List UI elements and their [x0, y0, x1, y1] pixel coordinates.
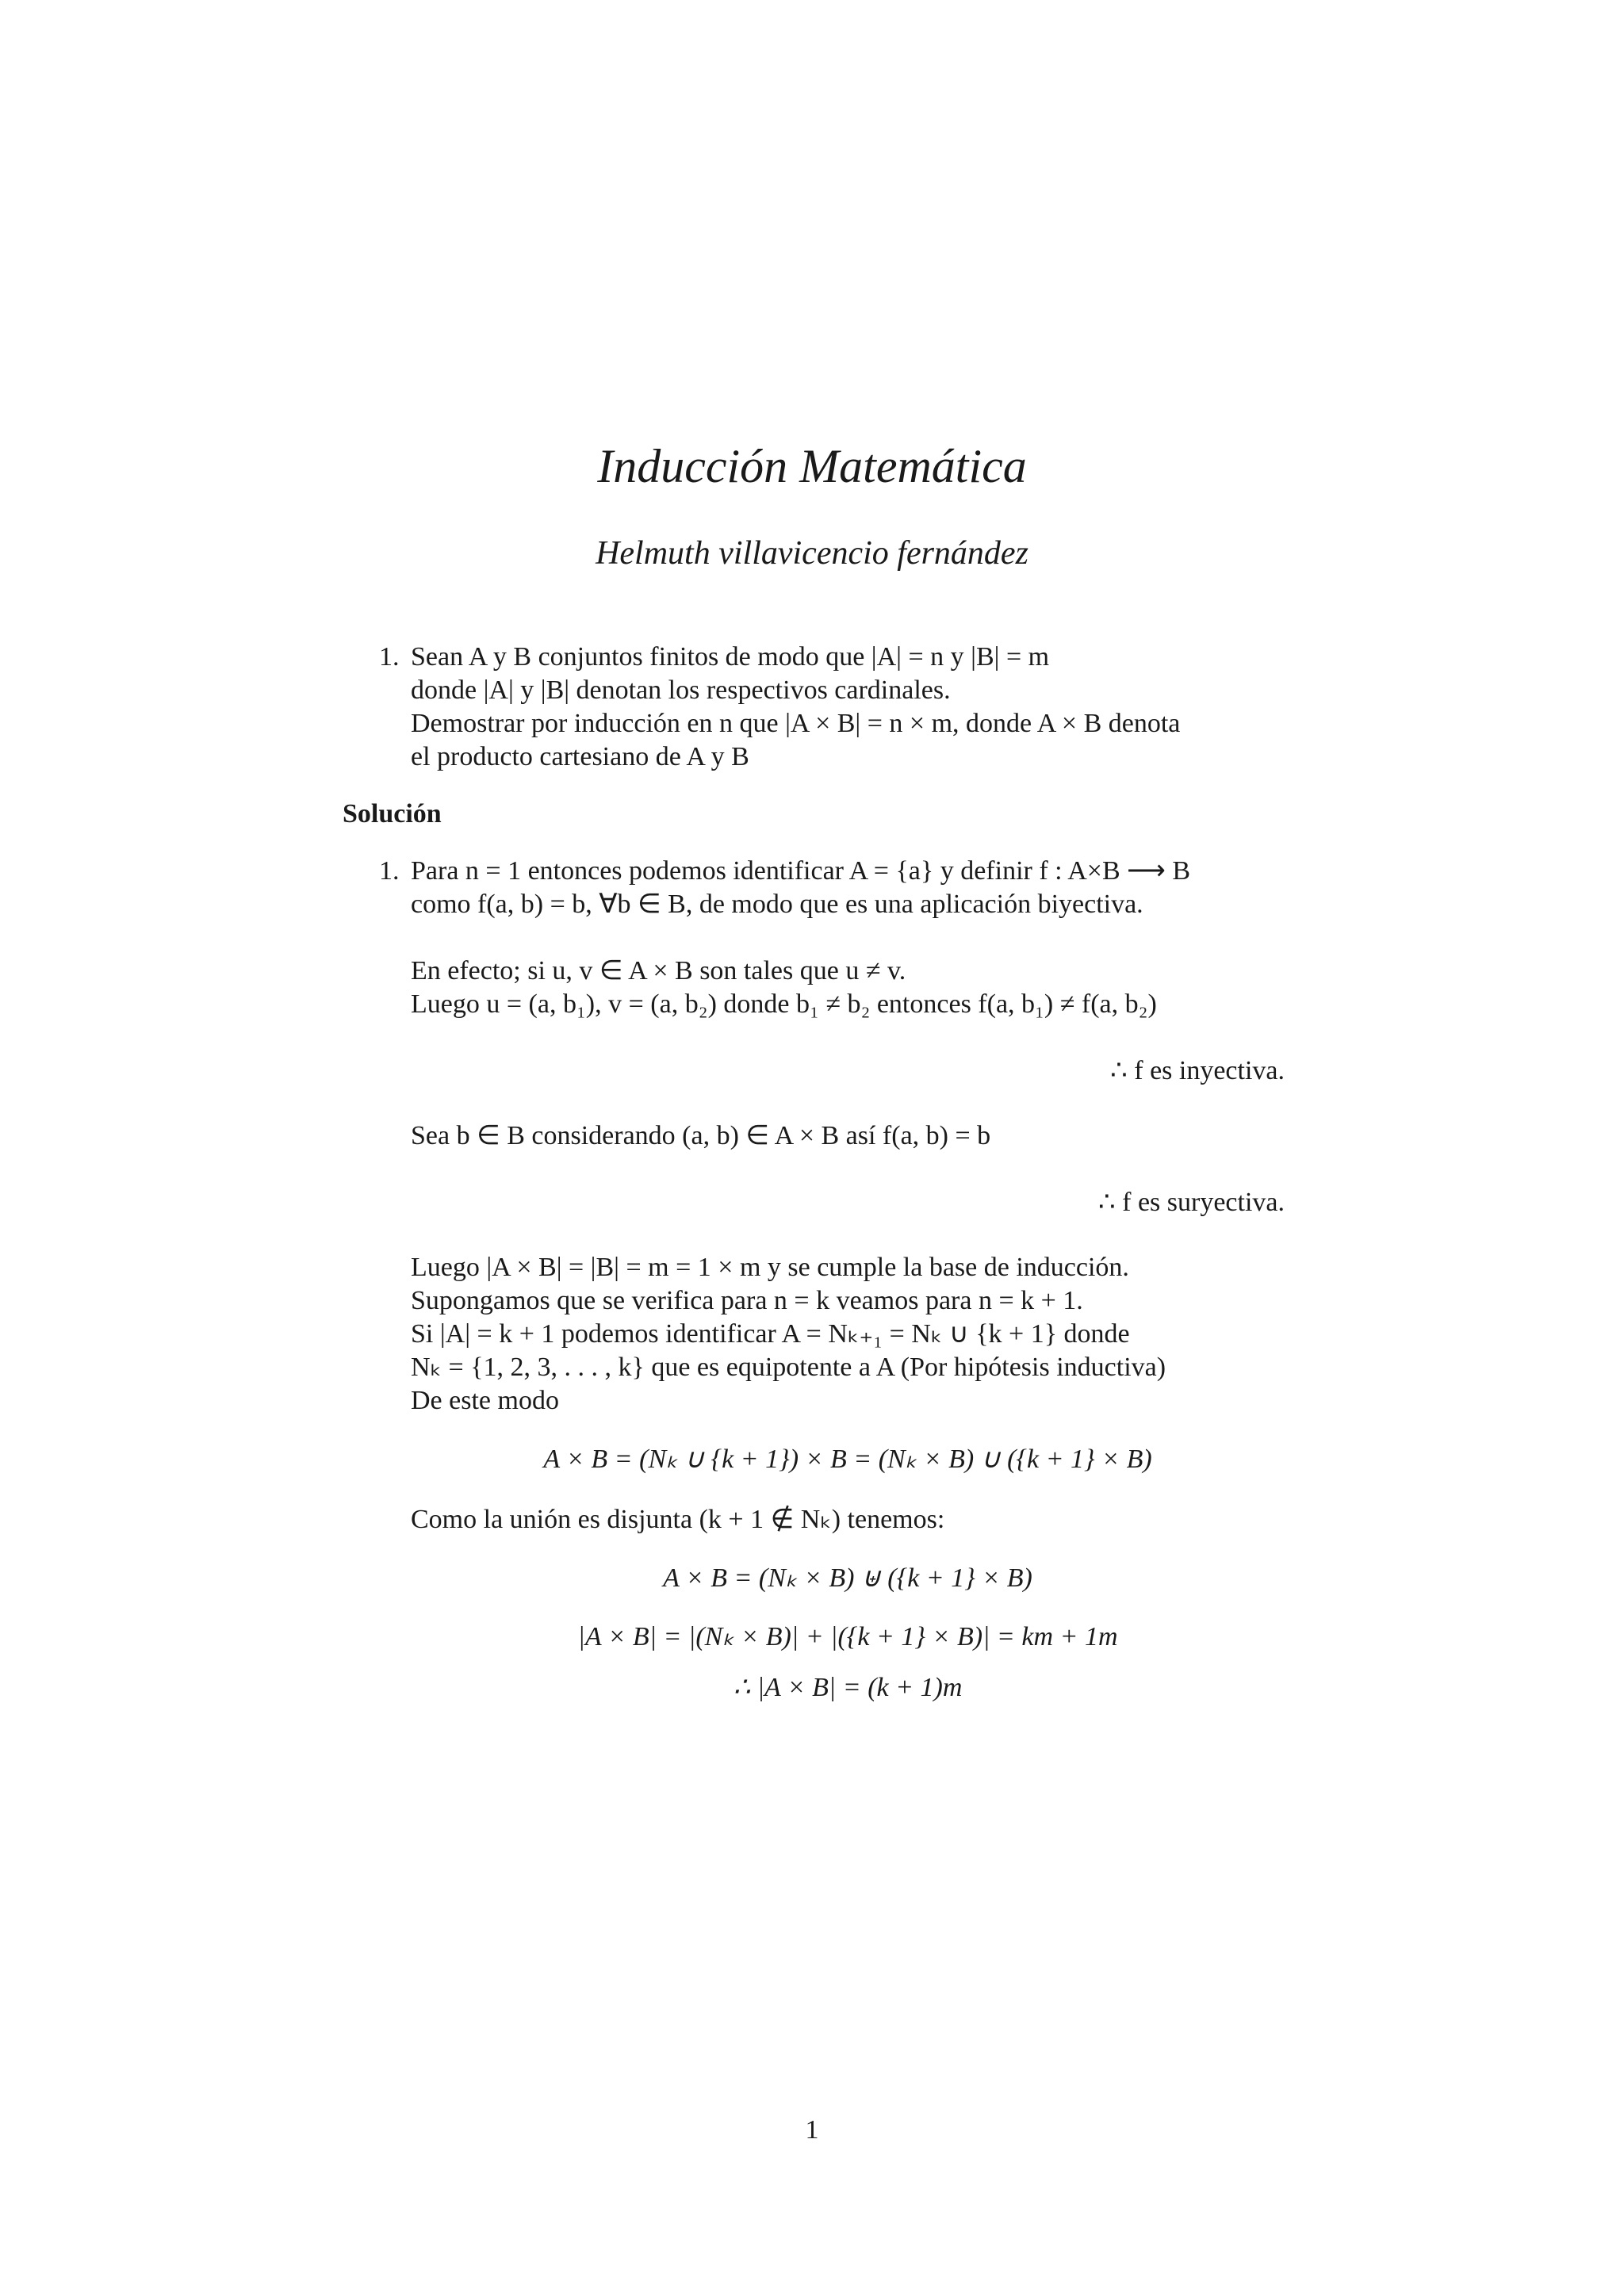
equation-1: A × B = (Nₖ ∪ {k + 1}) × B = (Nₖ × B) ∪ ({k + 1} × B): [543, 1445, 1152, 1474]
problem-line-4: el producto cartesiano de A y B: [411, 742, 749, 771]
injective-conclusion: ∴ f es inyectiva.: [1110, 1056, 1285, 1085]
solution-line-10: De este modo: [411, 1386, 559, 1415]
document-author: Helmuth villavicencio fernández: [596, 535, 1028, 572]
problem-line-1: Sean A y B conjuntos finitos de modo que |A| = n y |B| = m: [411, 642, 1050, 672]
page-number: 1: [805, 2115, 819, 2145]
surjective-conclusion: ∴ f es suryectiva.: [1098, 1188, 1285, 1217]
solution-line-7: Supongamos que se verifica para n = k veamos para n = k + 1.: [411, 1286, 1083, 1315]
document-title: Inducción Matemática: [597, 440, 1027, 492]
solution-heading: Solución: [343, 799, 442, 828]
equation-4: ∴ |A × B| = (k + 1)m: [733, 1673, 963, 1702]
solution-line-4: Luego u = (a, b₁), v = (a, b₂) donde b₁ ≠ b₂ entonces f(a, b₁) ≠ f(a, b₂): [411, 989, 1157, 1019]
equation-2: A × B = (Nₖ × B) ⊎ ({k + 1} × B): [663, 1563, 1032, 1593]
solution-line-6: Luego |A × B| = |B| = m = 1 × m y se cumple la base de inducción.: [411, 1253, 1129, 1282]
solution-line-8: Si |A| = k + 1 podemos identificar A = Nₖ₊₁ = Nₖ ∪ {k + 1} donde: [411, 1319, 1130, 1349]
solution-line-5: Sea b ∈ B considerando (a, b) ∈ A × B así f(a, b) = b: [411, 1121, 991, 1150]
solution-line-1: Para n = 1 entonces podemos identificar A = {a} y definir f : A×B ⟶ B: [411, 856, 1191, 886]
solution-line-9: Nₖ = {1, 2, 3, . . . , k} que es equipotente a A (Por hipótesis inductiva): [411, 1353, 1166, 1382]
problem-number: 1.: [379, 642, 400, 672]
solution-line-2: como f(a, b) = b, ∀b ∈ B, de modo que es una aplicación biyectiva.: [411, 890, 1143, 919]
solution-line-3: En efecto; si u, v ∈ A × B son tales que u ≠ v.: [411, 956, 906, 985]
problem-line-2: donde |A| y |B| denotan los respectivos cardinales.: [411, 675, 951, 705]
solution-line-11: Como la unión es disjunta (k + 1 ∉ Nₖ) tenemos:: [411, 1505, 945, 1534]
problem-line-3: Demostrar por inducción en n que |A × B| = n × m, donde A × B denota: [411, 709, 1181, 738]
equation-3: |A × B| = |(Nₖ × B)| + |({k + 1} × B)| = km + 1m: [577, 1622, 1118, 1651]
solution-number: 1.: [379, 856, 400, 886]
